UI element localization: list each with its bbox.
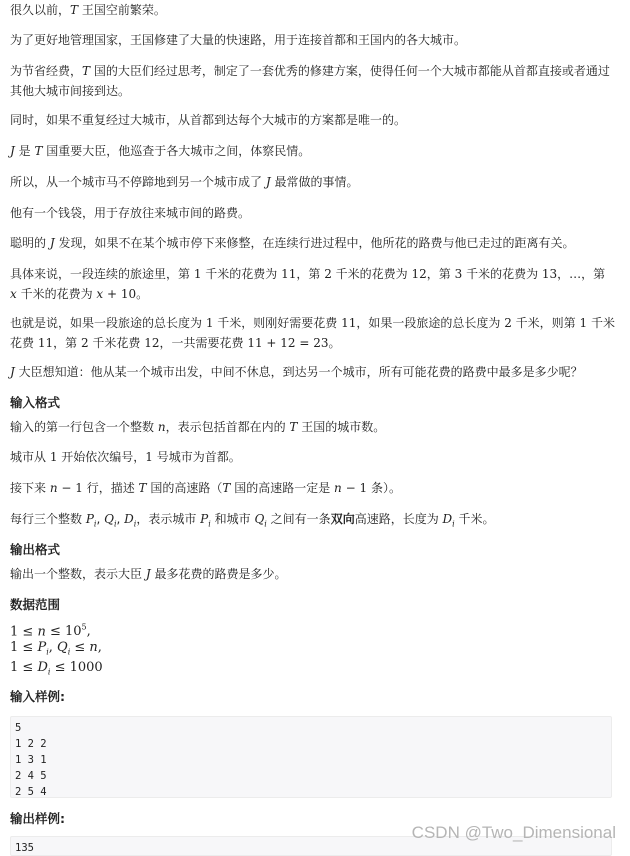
paragraph-10: 也就是说，如果一段旅途的总长度为 1 千米，则刚好需要花费 11，如果一段旅途的总长度为 2 千米，则第 1 千米花费 11，第 2 千米花费 12，一共需要花费 11 + 12 = 23。 [10, 316, 615, 350]
input-format-line-3: 接下来 n − 1 行，描述 T 国的高速路（T 国的高速路一定是 n − 1 条）。 [10, 481, 401, 495]
sample-output-heading: 输出样例: [10, 811, 65, 826]
sample-input-line: 5 [15, 722, 22, 734]
paragraph-4: 同时，如果不重复经过大城市，从首都到达每个大城市的方案都是唯一的。 [10, 113, 407, 127]
input-format-line-4: 每行三个整数 $P_i$, $Q_i$, $D_i$，表示城市 $P_i$ 和城市 $Q_i$ 之间有一条双向高速路，长度为 $D_i$ 千米。 [10, 512, 495, 529]
data-range-line-2: $1 \le P_i$, $Q_i \le n$, [10, 640, 102, 657]
output-format-heading: 输出格式 [10, 542, 61, 557]
paragraph-9: 具体来说，一段连续的旅途里，第 1 千米的花费为 11，第 2 千米的花费为 12，第 3 千米的花费为 13，…，第 x 千米的花费为 x + 10。 [10, 267, 606, 301]
data-range-line-3: $1 \le D_i \le 1000$ [10, 660, 103, 677]
output-format-line-1: 输出一个整数，表示大臣 J 最多花费的路费是多少。 [10, 567, 287, 581]
input-format-line-1: 输入的第一行包含一个整数 n，表示包括首都在内的 T 王国的城市数。 [10, 420, 386, 434]
sample-input-line: 1 3 1 [15, 754, 47, 766]
paragraph-5: J 是 T 国重要大臣，他巡查于各大城市之间，体察民情。 [10, 144, 311, 158]
paragraph-1: 很久以前，T 王国空前繁荣。 [10, 3, 166, 17]
data-range-line-1: $1 \le n \le 10^5$, [10, 623, 91, 640]
sample-input-line: 2 5 4 [15, 786, 47, 798]
sample-input-heading: 输入样例: [10, 689, 65, 704]
paragraph-7: 他有一个钱袋，用于存放往来城市间的路费。 [10, 206, 251, 220]
sample-input-block [10, 716, 612, 798]
watermark: CSDN @Two_Dimensional [411, 823, 616, 842]
paragraph-2: 为了更好地管理国家，王国修建了大量的快速路，用于连接首都和王国内的各大城市。 [10, 33, 467, 47]
sample-output-line: 135 [15, 842, 34, 854]
sample-input-line: 2 4 5 [15, 770, 47, 782]
input-format-heading: 输入格式 [10, 395, 61, 410]
paragraph-3: 为节省经费，T 国的大臣们经过思考，制定了一套优秀的修建方案，使得任何一个大城市都能从首都直接或者通过其他大城市间接到达。 [10, 64, 610, 98]
paragraph-8: 聪明的 J 发现，如果不在某个城市停下来修整，在连续行进过程中，他所花的路费与他已走过的距离有关。 [10, 236, 575, 250]
sample-input-line: 1 2 2 [15, 738, 47, 750]
paragraph-6: 所以，从一个城市马不停蹄地到另一个城市成了 J 最常做的事情。 [10, 175, 359, 189]
paragraph-11: J 大臣想知道：他从某一个城市出发，中间不休息，到达另一个城市，所有可能花费的路费中最多是多少呢？ [10, 365, 583, 379]
data-range-heading: 数据范围 [10, 597, 61, 612]
input-format-line-2: 城市从 1 开始依次编号，1 号城市为首都。 [10, 450, 241, 464]
